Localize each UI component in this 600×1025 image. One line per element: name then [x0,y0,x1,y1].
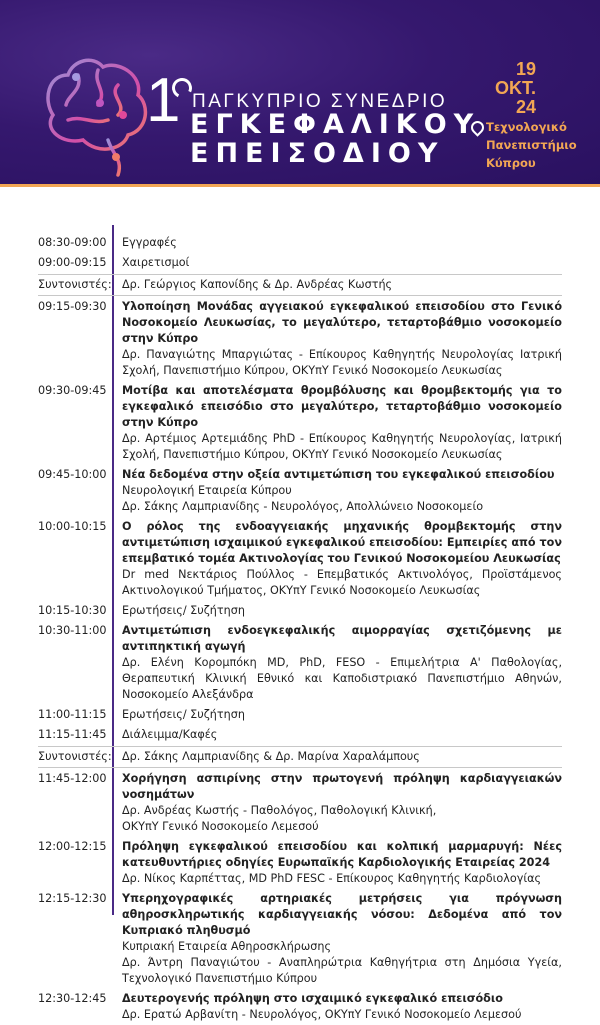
session-title: Μοτίβα και αποτελέσματα θρομβόλυσης και θρομβεκτομής για το εγκεφαλικό επεισόδιο στο μεγαλύτερο, τεταρτοβάθμιο νοσοκομείο στην Κύπρο [122,384,562,429]
brain-logo-icon [38,45,153,184]
venue-line: Τεχνολογικό [486,120,567,134]
session-details [122,771,562,835]
time-slot: 09:30-09:45 [38,384,107,397]
time-slot: 11:00-11:15 [38,708,107,721]
session-details [122,383,562,463]
time-slot: 09:15-09:30 [38,300,107,313]
session-text: Δρ. Γεώργιος Καπονίδης & Δρ. Ανδρέας Κωστής [122,278,393,291]
session-title: Υπερηχογραφικές αρτηριακές μετρήσεις για πρόγνωση αθηροσκληρωτικής καρδιαγγειακής νόσου: Δεδομένα από τον Κυπριακό πληθυσμό [122,892,562,937]
speaker-info: Δρ. Άντρη Παναγιώτου - Αναπληρώτρια Καθηγήτρια στη Δημόσια Υγεία, Τεχνολογικό Πανεπιστήμιο Κύπρου [122,956,562,985]
program-row [38,297,562,381]
speaker-info: Δρ. Ερατώ Αρβανίτη - Νευρολόγος, ΟΚΥπΥ Γενικό Νοσοκομείο Λεμεσού [122,1008,522,1021]
session-text: Δρ. Σάκης Λαμπριανίδης & Δρ. Μαρίνα Χαραλάμπους [122,750,420,763]
session-details [122,603,562,619]
venue-line: Κύπρου [486,156,536,170]
session-text: Εγγραφές [122,236,177,249]
session-title: Πρόληψη εγκεφαλικού επεισοδίου και κολπική μαρμαρυγή: Νέες κατευθυντήριες οδηγίες Ευρωπαϊκής Καρδιολογικής Εταιρείας 2024 [122,840,562,869]
speaker-info: Δρ. Αρτέμιος Αρτεμιάδης PhD - Επίκουρος Καθηγητής Νευρολογίας, Ιατρική Σχολή, Πανεπιστήμιο Κύπρου, ΟΚΥπΥ Γενικό Νοσοκομείο Λευκωσίας [122,432,562,461]
time-slot: 10:15-10:30 [38,604,107,617]
time-slot: 11:45-12:00 [38,772,107,785]
time-slot: 12:15-12:30 [38,892,107,905]
session-text: Χαιρετισμοί [122,256,190,269]
program-row [38,769,562,837]
session-title: Ο ρόλος της ενδοαγγειακής μηχανικής θρομβεκτομής στην αντιμετώπιση ισχαιμικού εγκεφαλικού επεισοδίου: Εμπειρίες από τον επεμβατικό τομέα Ακτινολογίας του Γενικού Νοσοκομείου Λευκωσίας [122,520,562,565]
title-line-2: ΕΓΚΕΦΑΛΙΚΟΥ [190,109,481,140]
session-title: Αντιμετώπιση ενδοεγκεφαλικής αιμορραγίας σχετιζόμενης με αντιπηκτική αγωγή [122,624,562,653]
speaker-info: Δρ. Ελένη Κορομπόκη MD, PhD, FESO - Επιμελήτρια Α' Παθολογίας, Θεραπευτική Κλινική Εθνικό και Καποδιστριακό Πανεπιστήμιο Αθηνών, Νοσοκομείο Αλεξάνδρα [122,656,562,701]
time-slot: 10:00-10:15 [38,520,107,533]
speaker-info: Νευρολογική Εταιρεία Κύπρου [122,484,292,497]
speaker-info: Dr med Νεκτάριος Πούλλος - Επεμβατικός Ακτινολόγος, Προϊστάμενος Ακτινολογικού Τμήματος, ΟΚΥπΥ Γενικό Νοσοκομείο Λευκωσίας [122,568,562,597]
venue [486,118,577,172]
moderators-label: Συντονιστές: [38,278,112,291]
time-slot: 09:00-09:15 [38,256,107,269]
speaker-info: Κυπριακή Εταιρεία Αθηροσκλήρωσης [122,940,332,953]
banner-divider [0,184,600,187]
moderators-row [38,274,562,296]
program-row [38,725,562,745]
speaker-info: Δρ. Σάκης Λαμπριανίδης - Νευρολόγος, Απολλώνειο Νοσοκομείο [122,500,484,513]
session-details [122,749,562,765]
time-slot: 11:15-11:45 [38,728,107,741]
time-slot: 12:30-12:45 [38,992,107,1005]
time-slot: 12:00-12:15 [38,840,107,853]
event-date [490,60,536,117]
program-row [38,889,562,989]
session-details [122,277,562,293]
time-slot: 08:30-09:00 [38,236,107,249]
date-day: 19 [515,59,536,79]
session-details [122,623,562,703]
session-details [122,467,562,515]
speaker-info: ΟΚΥπΥ Γενικό Νοσοκομείο Λεμεσού [122,820,319,833]
title-line-1: ΠΑΓΚΥΠΡΙΟ ΣΥΝΕΔΡΙΟ [192,91,448,112]
session-text: Ερωτήσεις/ Συζήτηση [122,604,245,617]
program-row [38,837,562,889]
program-table [38,233,562,1025]
session-details [122,891,562,987]
moderators-row [38,746,562,768]
time-slot: 09:45-10:00 [38,468,107,481]
date-month: ΟΚΤ. [494,78,536,98]
session-details [122,727,562,743]
program-row [38,517,562,601]
time-slot: 10:30-11:00 [38,624,107,637]
session-details [122,839,562,887]
edition-number: 1 [146,66,181,135]
session-text: Διάλειμμα/Καφές [122,728,218,741]
session-details [122,235,562,251]
speaker-info: Δρ. Ανδρέας Κωστής - Παθολόγος, Παθολογική Κλινική, [122,804,437,817]
speaker-info: Δρ. Νίκος Καρπέττας, MD PhD FESC - Επίκουρος Καθηγητής Καρδιολογίας [122,872,542,885]
program-row [38,381,562,465]
session-details [122,255,562,271]
program-row [38,233,562,253]
program-row [38,989,562,1025]
program-row [38,465,562,517]
session-details [122,991,562,1023]
venue-line: Πανεπιστήμιο [486,138,577,152]
session-title: Υλοποίηση Μονάδας αγγειακού εγκεφαλικού επεισοδίου στο Γενικό Νοσοκομείο Λευκωσίας, το μεγαλύτερο, τεταρτοβάθμιο νοσοκομείο στην Κύπρο [122,300,562,345]
program-row [38,253,562,273]
program-row [38,601,562,621]
session-title: Νέα δεδομένα στην οξεία αντιμετώπιση του εγκεφαλικού επεισοδίου [122,468,555,481]
session-text: Ερωτήσεις/ Συζήτηση [122,708,245,721]
speaker-info: Δρ. Παναγιώτης Μπαργιώτας - Επίκουρος Καθηγητής Νευρολογίας Ιατρική Σχολή, Πανεπιστήμιο Κύπρου, ΟΚΥπΥ Γενικό Νοσοκομείο Λευκωσίας [122,348,562,377]
session-details [122,299,562,379]
session-details [122,519,562,599]
moderators-label: Συντονιστές: [38,750,112,763]
date-year: 24 [515,97,536,117]
session-title: Χορήγηση ασπιρίνης στην πρωτογενή πρόληψη καρδιαγγειακών νοσημάτων [122,772,562,801]
program-row [38,621,562,705]
header-banner [0,0,600,184]
session-details [122,707,562,723]
session-title: Δευτερογενής πρόληψη στο ισχαιμικό εγκεφαλικό επεισόδιο [122,992,503,1005]
program-row [38,705,562,725]
title-line-3: ΕΠΕΙΣΟΔΙΟΥ [190,138,445,169]
